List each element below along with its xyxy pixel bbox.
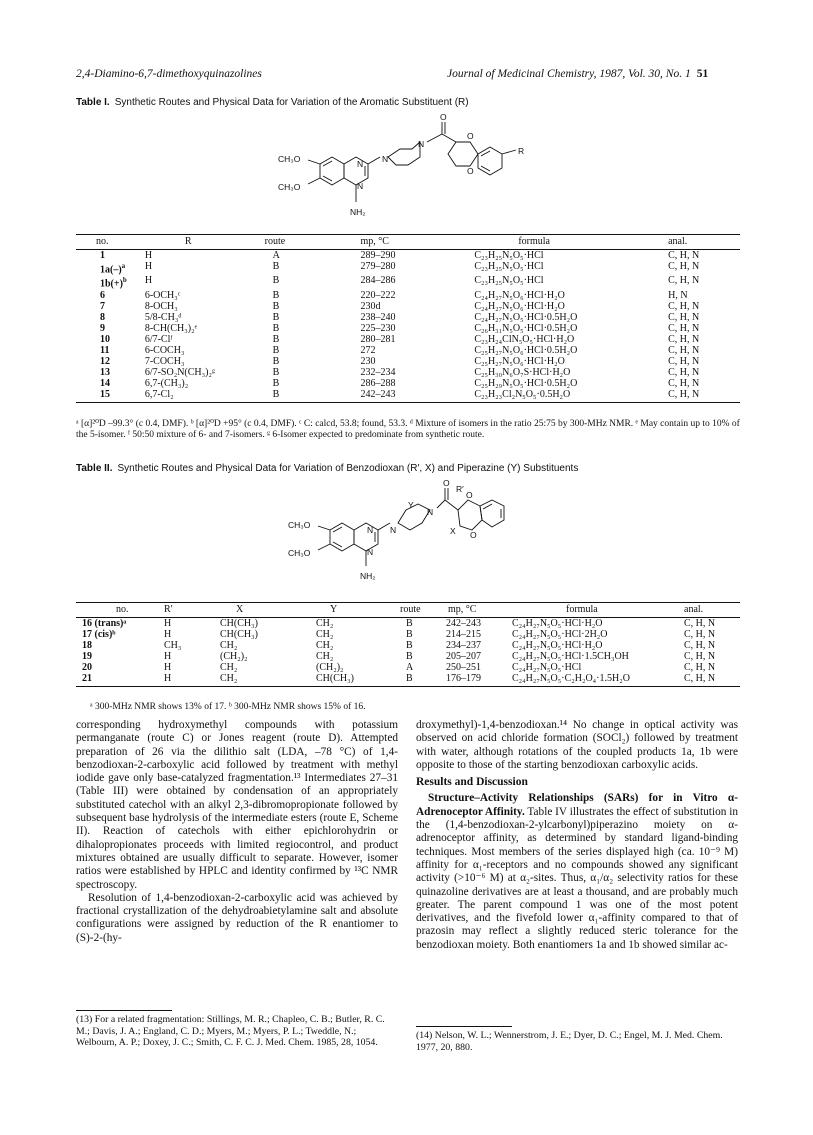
table2-col-rprime: R′	[156, 603, 210, 618]
cell-anal: C, H, N	[668, 250, 700, 261]
cell-formula: C₂₅H₂₇N₅O₆·HCl·H₂O	[474, 355, 565, 367]
cell-mp: 272	[360, 344, 376, 356]
cell-x: (CH₂)₂	[220, 651, 248, 662]
table1-row	[76, 290, 740, 301]
cell-formula: C₂₄H₂₇N₅O₅·HCl	[512, 662, 582, 673]
table2-row	[76, 640, 740, 651]
ring-n-label-1: N	[367, 525, 374, 535]
footnote-marker: a	[121, 262, 126, 270]
cell-formula: C₂₄H₂₇N₅O₅·C₂H₂O₄·1.5H₂O	[502, 673, 650, 687]
subsection-paragraph	[416, 792, 738, 952]
table2-row	[76, 618, 740, 630]
cell-y: CH₂	[316, 651, 334, 662]
table1-row	[76, 312, 740, 323]
cell-y: CH(CH₃)	[306, 673, 390, 687]
cell-rprime: H	[156, 673, 210, 687]
cell-x: CH₂	[220, 662, 238, 673]
cell-no: 14	[100, 377, 110, 389]
table2-col-anal: anal.	[650, 603, 740, 618]
piperazine-n-label-1: N	[390, 525, 397, 535]
cell-mp: 242–243	[446, 618, 481, 629]
cell-x: CH₂	[220, 640, 238, 651]
cell-no: 17 (cis)ᵇ	[82, 629, 116, 640]
cell-mp: 250–251	[446, 662, 481, 673]
carbonyl-o-label: O	[443, 478, 450, 488]
piperazine-n-label-2: N	[418, 139, 425, 149]
cell-formula: C₂₃H₂₄ClN₅O₅·HCl·H₂O	[474, 333, 575, 345]
table2-col-no: no.	[76, 603, 156, 618]
cell-mp: 214–215	[446, 629, 481, 640]
cell-route: B	[272, 311, 280, 323]
table1-header-row	[76, 235, 740, 250]
paragraph: droxymethyl)-1,4-benzodioxan.¹⁴ No change in optical activity was observed on acid chloride formation (SOCl₂) followed by treatment with water, although rotations of the coupled products 1a, 1b were opposite to those of the starting benzodioxan carboxylic acids.	[416, 719, 738, 771]
cell-route: B	[257, 389, 343, 403]
running-header-right	[447, 68, 708, 80]
cell-r: 6/7-SO₂N(CH₃)₂ᵍ	[144, 366, 215, 378]
table1-row	[76, 334, 740, 345]
cell-mp: 234–237	[446, 640, 481, 651]
paragraph: Resolution of 1,4-benzodioxan-2-carboxylic acid was achieved by fractional crystallization of the dehydroabietylamine salt and absolute configurations were assigned by reduction of the R enantiomer to (S)-2-(hy-	[76, 891, 398, 944]
cell-no: 20	[82, 662, 92, 673]
section-title: Results and Discussion	[416, 776, 528, 789]
cell-mp: 279–280	[360, 261, 396, 272]
cell-mp: 220–222	[360, 289, 396, 301]
cell-mp: 238–240	[360, 311, 396, 323]
footnote-rule	[416, 1026, 512, 1027]
cell-formula: C₂₄H₂₇N₅O₅·HCl·H₂O	[512, 640, 603, 651]
cell-route: A	[406, 662, 414, 673]
cell-anal: C, H, N	[684, 662, 716, 673]
cell-route: B	[406, 651, 413, 662]
ring-n-label-2: N	[357, 181, 364, 191]
cell-r: 6-COCH₃	[144, 344, 185, 356]
amino-label: NH₂	[360, 571, 376, 581]
cell-anal: H, N	[668, 289, 688, 301]
table2-row	[76, 673, 740, 687]
page-number: 51	[696, 68, 709, 80]
subsection-text: Table IV illustrates the effect of substitution in the (1,4-benzodioxan-2-ylcarbonyl)piperazino moiety on α-adrenoceptor affinity, as determined by standard ligand-binding techniques. Most members of the series displayed high (ca. 10⁻⁹ M) affinity for α₁-receptors and no compounds showed any significant activity (>10⁻⁶ M) at α₂-sites. Thus, α₁/α₂ selectivity ratios for these quinazoline derivatives are at least a thousand, and are probably much greater. The parent compound 1 was one of the most potent derivatives, and the fivefold lower α₁-affinity compared to that of prazosin may reflect a slightly reduced steric tolerance for the benzodioxan moiety. Both enantiomers 1a and 1b showed similar ac-	[416, 805, 738, 951]
dioxan-o-label-2: O	[470, 530, 477, 540]
table1-col-mp: mp, °C	[342, 235, 438, 250]
table2-row	[76, 651, 740, 662]
cell-no: 10	[100, 333, 110, 345]
cell-no: 21	[76, 673, 156, 687]
cell-anal: C, H, N	[668, 366, 700, 378]
cell-formula: C₂₅H₃₀N₆O₇S·HCl·H₂O	[474, 366, 571, 378]
cell-no: 19	[82, 651, 92, 662]
methoxy-label-2: CH₃O	[288, 548, 311, 558]
subsection-title: Structure–Activity Relationships (SARs) for in Vitro α-Adrenoceptor Affinity.	[416, 792, 738, 818]
cell-route: B	[406, 629, 413, 640]
cell-formula: C₂₄H₂₇N₅O₆·HCl·H₂O	[474, 289, 565, 301]
cell-r: H	[144, 261, 153, 272]
table1-col-no: no.	[76, 235, 127, 250]
table1-row	[76, 356, 740, 367]
methoxy-label-1: CH₃O	[278, 154, 301, 164]
methoxy-label-2: CH₃O	[278, 182, 301, 192]
piperazine-n-label-2: N	[427, 507, 434, 517]
cell-mp: 230	[360, 355, 376, 367]
cell-rprime: H	[164, 629, 172, 640]
table2-col-route: route	[390, 603, 444, 618]
cell-no: 12	[100, 355, 110, 367]
table1-row	[76, 345, 740, 356]
cell-anal: C, H, N	[668, 377, 700, 389]
cell-r: H	[144, 275, 153, 287]
cell-x: CH(CH₃)	[220, 618, 258, 629]
cell-mp: 286–288	[360, 377, 396, 389]
cell-no: $1b(+)^b$	[100, 276, 127, 290]
table1-row	[76, 389, 740, 403]
table2-row	[76, 629, 740, 640]
cell-rprime: H	[164, 651, 172, 662]
methoxy-label-1: CH₃O	[288, 520, 311, 530]
cell-r: 5/8-CH₃ᵈ	[144, 311, 182, 323]
cell-r: 6/7-Clᶠ	[144, 333, 173, 345]
table1-row	[76, 250, 740, 262]
table1-label: Table I.	[76, 97, 110, 108]
cell-formula: C₂₄H₂₇N₅O₆·HCl·H₂O	[474, 300, 565, 312]
cell-route: B	[272, 261, 280, 272]
cell-r: 8-OCH₃	[144, 300, 178, 312]
r-prime-label: R′	[456, 484, 464, 494]
carbonyl-o-label: O	[440, 112, 447, 122]
cell-mp: 284–286	[360, 275, 396, 287]
cell-mp: 205–207	[446, 651, 481, 662]
body-right-column	[416, 719, 738, 952]
cell-r: 6-OCH₃ᶜ	[144, 289, 181, 301]
table1-row	[76, 323, 740, 334]
footnote-rule	[76, 1010, 172, 1011]
cell-formula: C₂₄H₂₇N₅O₅·HCl·0.5H₂O	[474, 311, 578, 323]
y-substituent-label: Y	[408, 500, 414, 510]
cell-no: 16 (trans)ᵃ	[82, 618, 127, 629]
cell-y: CH₂	[316, 640, 334, 651]
table2-label: Table II.	[76, 463, 113, 474]
cell-formula: C₂₅H₂₉N₅O₅·HCl·0.5H₂O	[474, 377, 578, 389]
table2	[76, 602, 740, 687]
cell-route: B	[272, 355, 280, 367]
cell-x: CH₂	[210, 673, 306, 687]
footnote-marker: b	[122, 276, 127, 285]
cell-rprime: H	[164, 662, 172, 673]
table1-caption-text: Synthetic Routes and Physical Data for Variation of the Aromatic Substituent (R)	[114, 97, 469, 108]
ring-n-label-2: N	[367, 547, 374, 557]
table1-row	[76, 261, 740, 275]
table1-row	[76, 275, 740, 289]
cell-formula: C₂₆H₃₁N₅O₅·HCl·0.5H₂O	[474, 322, 578, 334]
cell-anal: C, H, N	[668, 261, 700, 272]
cell-mp: 242–243	[342, 389, 438, 403]
cell-anal: C, H, N	[668, 355, 700, 367]
footnote-13: (13) For a related fragmentation: Stillings, M. R.; Chapleo, C. B.; Butler, R. C. M.; Davis, J. A.; England, C. D.; Myers, M.; Myers, P. L.; Tweddle, N.; Welbourn, A. P.; Doxey, J. C.; Smith, C. F. C. J. Med. Chem. 1985, 28, 1054.	[76, 1014, 385, 1048]
cell-no: 13	[100, 366, 110, 378]
amino-label: NH₂	[350, 207, 366, 217]
cell-no: 9	[100, 322, 105, 334]
cell-route: B	[272, 289, 280, 301]
cell-mp: 232–234	[360, 366, 396, 378]
table2-col-x: X	[210, 603, 306, 618]
cell-anal: C, H, N	[684, 640, 716, 651]
cell-route: B	[406, 618, 413, 629]
cell-anal: C, H, N	[684, 618, 716, 629]
cell-x: CH(CH₃)	[220, 629, 258, 640]
cell-rprime: H	[164, 618, 172, 629]
cell-r: 7-COCH₃	[144, 355, 185, 367]
table1-col-r: R	[127, 235, 257, 250]
table1-row	[76, 301, 740, 312]
cell-no: $1a(-)^a$	[100, 262, 126, 276]
cell-no: 15	[76, 389, 127, 403]
cell-mp: 225–230	[360, 322, 396, 334]
cell-no: 18	[82, 640, 92, 651]
piperazine-n-label-1: N	[382, 154, 389, 164]
table2-col-y: Y	[306, 603, 390, 618]
ring-n-label-1: N	[357, 159, 364, 169]
cell-mp: 176–179	[444, 673, 502, 687]
dioxan-o-label-1: O	[467, 131, 474, 141]
cell-route: B	[406, 640, 413, 651]
footnote-14: (14) Nelson, W. L.; Wennerstrom, J. E.; Dyer, D. C.; Engel, M. J. Med. Chem. 1977, 20, 880.	[416, 1030, 723, 1053]
cell-no: 11	[100, 344, 110, 356]
paragraph: corresponding hydroxymethyl compounds with potassium permanganate (route C) or Jones reagent (route D). Attempted preparation of 26 via the dilithio salt (LDA, –78 °C) of 1,4-benzodioxan-2-carboxylic acid followed by treatment with methyl iodide gave only base-catalyzed fragmentation.¹³ Intermediates 27–31 (Table III) were obtained by condensation of an appropriately substituted catechol with an alkyl 2,3-dibromopropionate followed by subsequent base hydrolysis of the intermediate esters (route E, Scheme II). Reaction of catechols with either epichlorohydrin or dihalopropionates proceeds with limited regiocontrol, and product mixtures obtained are usually difficult to separate. However, isomer ratios were established by HPLC and identity confirmed by ¹³C NMR spectroscopy.	[76, 719, 398, 891]
table1-structure	[260, 112, 560, 232]
cell-anal: C, H, N	[668, 333, 700, 345]
table2-row	[76, 662, 740, 673]
cell-y: (CH₂)₂	[316, 662, 344, 673]
cell-anal: C, H, N	[668, 275, 700, 287]
cell-anal: C, H, N	[668, 300, 700, 312]
cell-formula: C₂₃H₂₅N₅O₅·HCl	[474, 261, 544, 272]
table2-col-formula: formula	[502, 603, 650, 618]
cell-formula: C₂₄H₂₇N₅O₅·HCl·H₂O	[512, 618, 603, 629]
table2-col-mp: mp, °C	[444, 603, 502, 618]
cell-r: 6,7-(CH₃)₂	[144, 377, 189, 389]
cell-r: H	[144, 250, 153, 261]
cell-route: A	[272, 250, 280, 261]
table1-row	[76, 367, 740, 378]
cell-anal: C, H, N	[650, 673, 740, 687]
cell-anal: C, H, N	[684, 651, 716, 662]
cell-route: B	[272, 333, 280, 345]
cell-formula: C₂₃H₂₅N₅O₅·HCl	[474, 275, 544, 287]
dioxan-o-label-1: O	[466, 490, 473, 500]
cell-no: 6	[100, 289, 105, 301]
cell-route: B	[272, 275, 280, 287]
table1-footnote: ᵃ [α]²⁰D –99.3° (c 0.4, DMF). ᵇ [α]²⁰D +95° (c 0.4, DMF). ᶜ C: calcd, 53.8; found, 53.3. ᵈ Mixture of isomers in the ratio 25:75 by 300-MHz NMR. ᵉ May contain up to 10% of the 5-isomer. ᶠ 50:50 mixture of 6- and 7-isomers. ᵍ 6-Isomer expected to predominate from synthetic route.	[76, 419, 740, 440]
running-header-left: 2,4-Diamino-6,7-dimethoxyquinazolines	[76, 68, 262, 80]
table2-footnote: ᵃ 300-MHz NMR shows 13% of 17. ᵇ 300-MHz NMR shows 15% of 16.	[90, 702, 366, 712]
cell-y: CH₂	[316, 618, 334, 629]
table1-col-anal: anal.	[638, 235, 740, 250]
cell-anal: C, H, N	[668, 322, 700, 334]
table1-col-route: route	[257, 235, 343, 250]
cell-no: 1	[100, 250, 105, 261]
x-substituent-label: X	[450, 526, 456, 536]
cell-mp: 289–290	[360, 250, 396, 261]
cell-anal: C, H, N	[668, 344, 700, 356]
body-left-column	[76, 719, 398, 945]
table1	[76, 234, 740, 403]
cell-route: B	[390, 673, 444, 687]
table2-caption-text: Synthetic Routes and Physical Data for Variation of Benzodioxan (R′, X) and Piperazine (Y) Substituents	[117, 463, 579, 474]
table1-row	[76, 378, 740, 389]
table2-header-row	[76, 603, 740, 618]
cell-route: B	[272, 322, 280, 334]
cell-route: B	[272, 366, 280, 378]
cell-route: B	[272, 300, 280, 312]
cell-formula: C₂₃H₂₃Cl₂N₅O₅·0.5H₂O	[438, 389, 638, 403]
table2-caption	[76, 463, 578, 474]
cell-rprime: CH₃	[164, 640, 182, 651]
cell-mp: 280–281	[360, 333, 396, 345]
dioxan-o-label-2: O	[467, 166, 474, 176]
journal-citation: Journal of Medicinal Chemistry, 1987, Vol. 30, No. 1	[447, 68, 691, 80]
r-substituent-label: R	[518, 146, 525, 156]
cell-formula: C₂₄H₂₇N₅O₅·HCl·2H₂O	[512, 629, 608, 640]
cell-anal: C, H, N	[638, 389, 740, 403]
cell-formula: C₂₄H₂₇N₅O₅·HCl·1.5CH₃OH	[512, 651, 629, 662]
table1-caption	[76, 97, 469, 108]
cell-route: B	[272, 377, 280, 389]
cell-formula: C₂₃H₂₅N₅O₅·HCl	[474, 250, 544, 261]
cell-r: 6,7-Cl₂	[127, 389, 257, 403]
cell-route: B	[272, 344, 280, 356]
cell-anal: C, H, N	[684, 629, 716, 640]
cell-no: 7	[100, 300, 105, 312]
cell-anal: C, H, N	[668, 311, 700, 323]
cell-y: CH₂	[316, 629, 334, 640]
cell-mp: 230d	[360, 300, 381, 312]
table1-col-formula: formula	[438, 235, 638, 250]
cell-formula: C₂₅H₂₇N₅O₆·HCl·0.5H₂O	[474, 344, 578, 356]
cell-r: 8-CH(CH₃)₂ᵉ	[144, 322, 198, 334]
table2-structure	[270, 478, 540, 596]
cell-no: 8	[100, 311, 105, 323]
